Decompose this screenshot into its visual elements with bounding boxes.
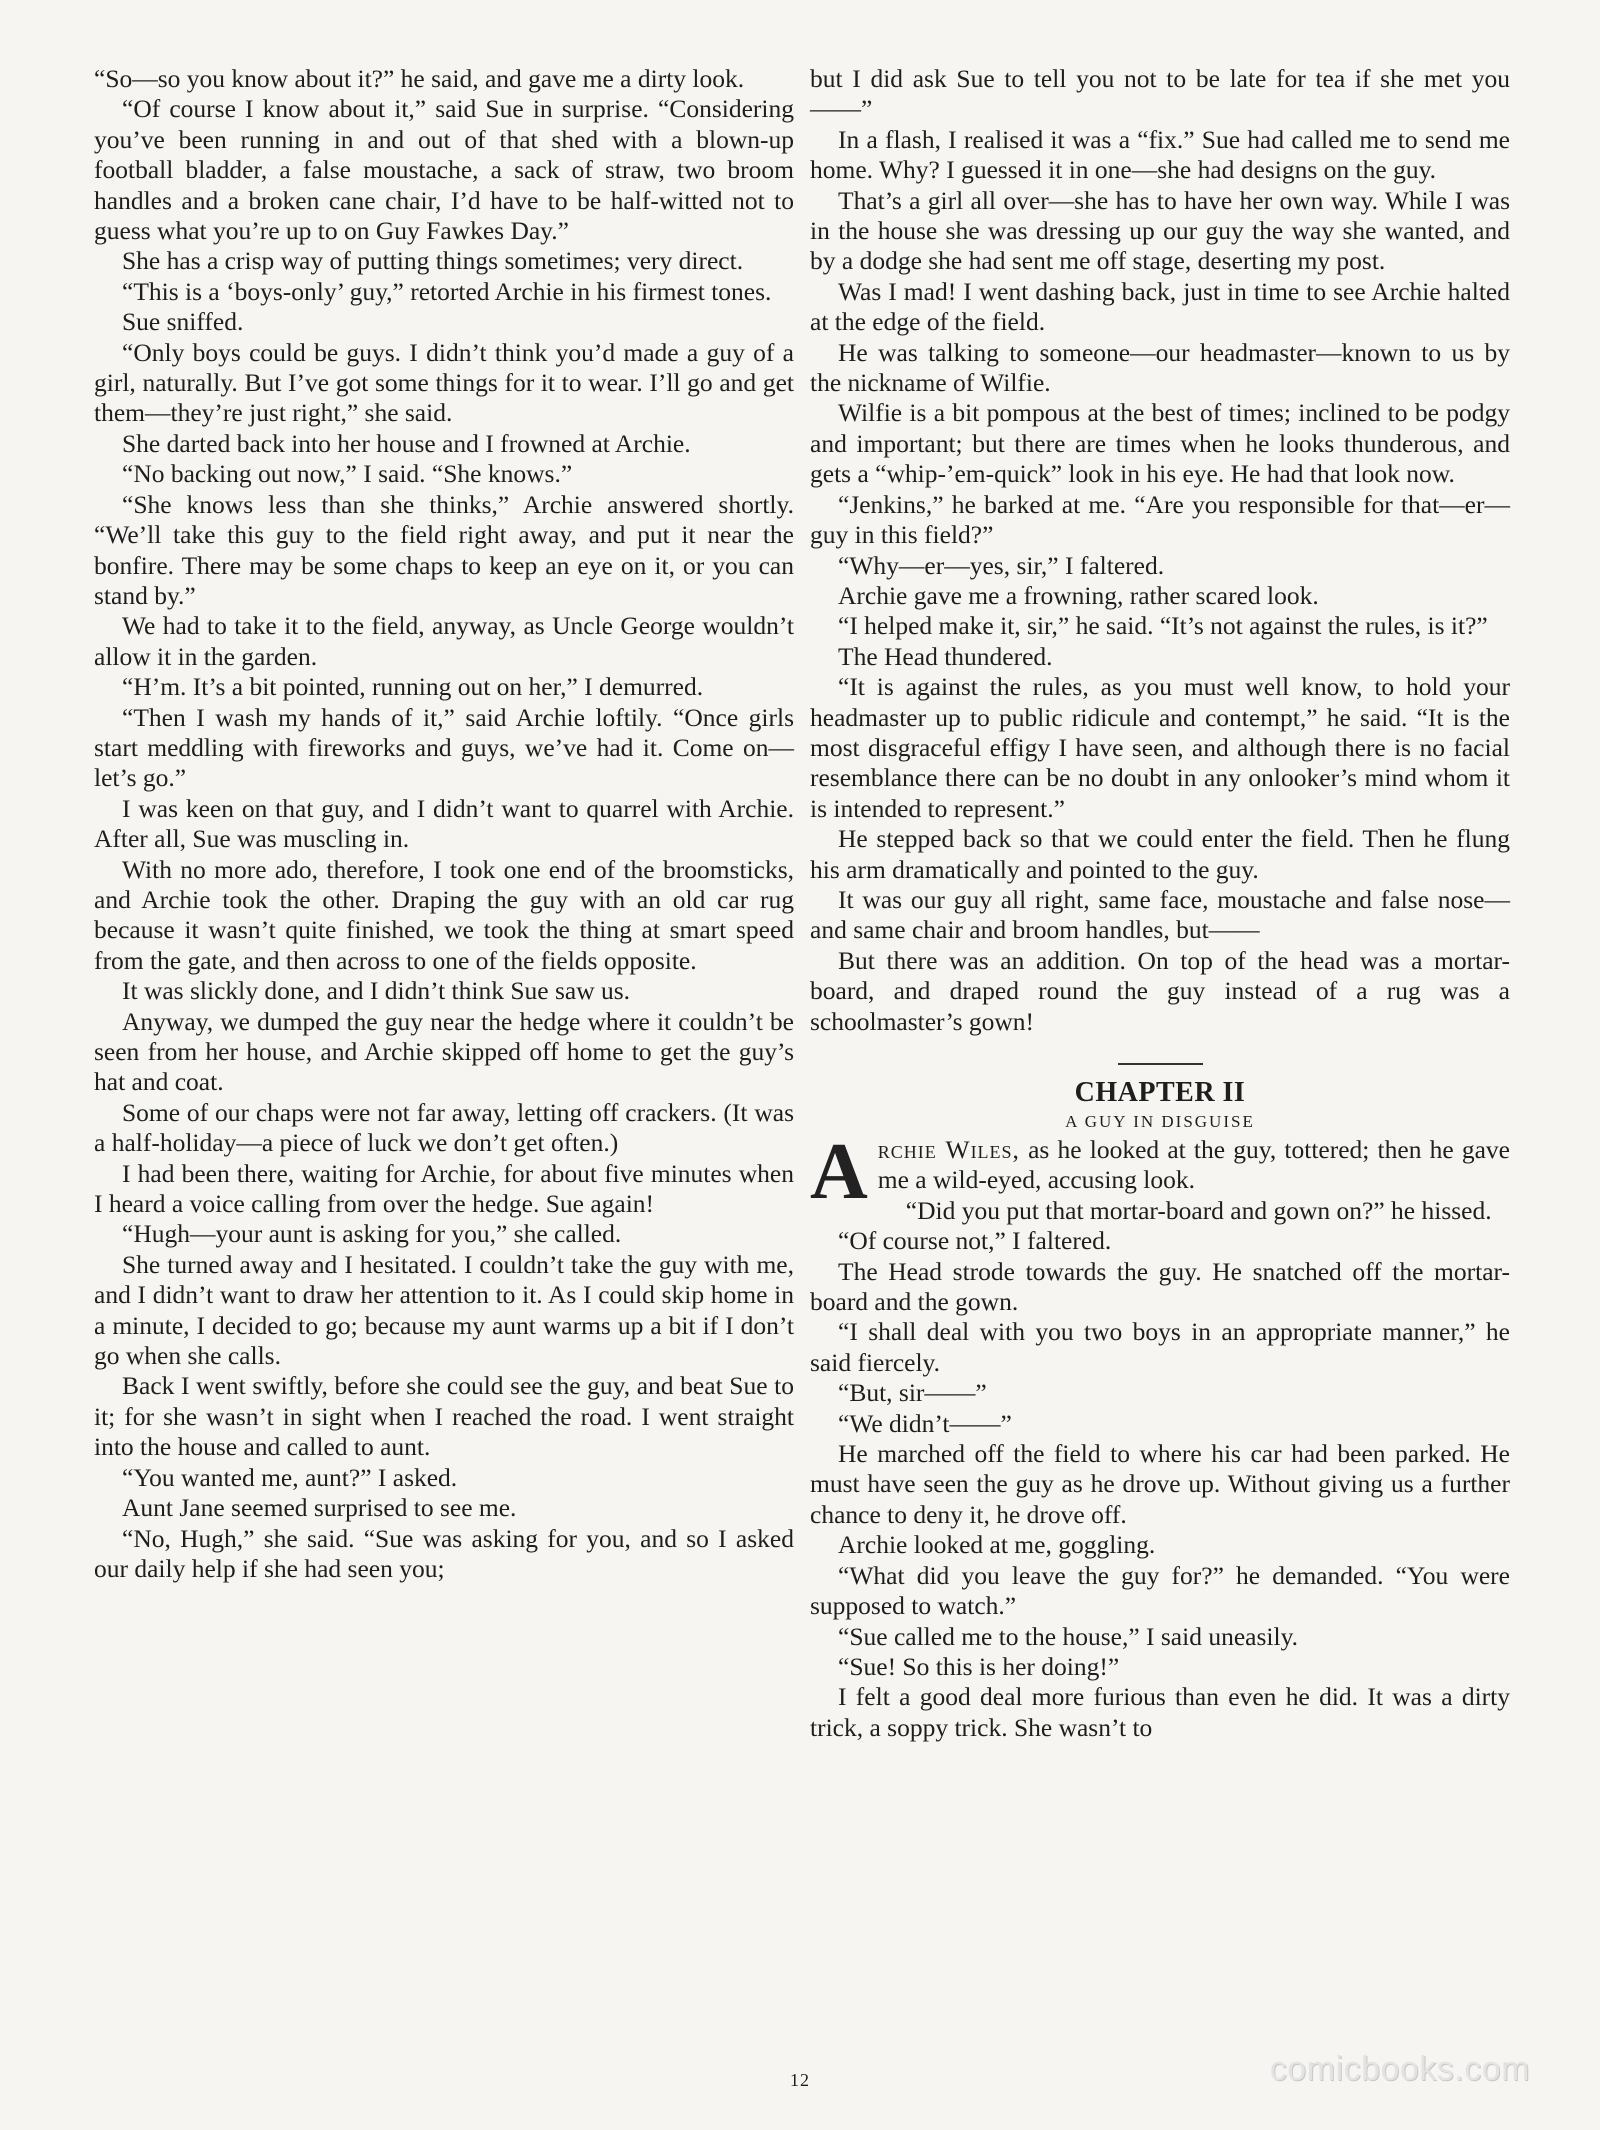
paragraph: She turned away and I hesitated. I couldn’t take the guy with me, and I didn’t want to draw her attention to it. As I could skip home in a minute, I decided to go; because my aunt warms up a bit if I don’t go when she calls. bbox=[94, 1249, 794, 1371]
paragraph: “I helped make it, sir,” he said. “It’s not against the rules, is it?” bbox=[838, 611, 1488, 641]
paragraph: Anyway, we dumped the guy near the hedge where it couldn’t be seen from her house, and Archie skipped off home to get the guy’s hat and coat. bbox=[94, 1006, 794, 1097]
paragraph: “Why—er—yes, sir,” I faltered. bbox=[838, 550, 1165, 580]
paragraph: Sue sniffed. bbox=[122, 307, 244, 337]
paragraph: Back I went swiftly, before she could see the guy, and beat Sue to it; for she wasn’t in sight when I reached the road. I went straight into the house and called to aunt. bbox=[94, 1371, 794, 1462]
paragraph: “We didn’t——” bbox=[838, 1408, 1012, 1438]
paragraph: but I did ask Sue to tell you not to be late for tea if she met you——” bbox=[810, 64, 1510, 124]
paragraph: I felt a good deal more furious than even he did. It was a dirty trick, a soppy trick. She wasn’t to bbox=[810, 1682, 1510, 1742]
paragraph: “What did you leave the guy for?” he demanded. “You were supposed to watch.” bbox=[810, 1560, 1510, 1621]
paragraph: Aunt Jane seemed surprised to see me. bbox=[122, 1493, 517, 1523]
chapter-subtitle: A GUY IN DISGUISE bbox=[1065, 1112, 1255, 1131]
paragraph: “Of course not,” I faltered. bbox=[838, 1226, 1112, 1256]
paragraph: It was our guy all right, same face, moustache and false nose—and same chair and broom handles, but—— bbox=[810, 884, 1510, 945]
paragraph: I had been there, waiting for Archie, for about five minutes when I heard a voice calling from over the hedge. Sue again! bbox=[94, 1158, 794, 1219]
page-number: 12 bbox=[790, 2070, 810, 2090]
paragraph: “Hugh—your aunt is asking for you,” she called. bbox=[122, 1219, 622, 1249]
paragraph: It was slickly done, and I didn’t think Sue saw us. bbox=[122, 976, 631, 1006]
paragraph: “Of course I know about it,” said Sue in surprise. “Considering you’ve been running in and out of that shed with a blown-up football bladder, a false moustache, a sack of straw, two broom handles and a broken cane chair, I’d have to be half-witted not to guess what you’re up to on Guy Fawkes Day.” bbox=[94, 94, 794, 246]
paragraph: He stepped back so that we could enter the field. Then he flung his arm dramatically and pointed to the guy. bbox=[810, 824, 1510, 884]
paragraph: “Did you put that mortar-board and gown on?” he hissed. bbox=[905, 1195, 1492, 1225]
opening-smallcaps: rchie Wiles, bbox=[877, 1135, 1020, 1164]
paragraph: “She knows less than she thinks,” Archie answered shortly. “We’ll take this guy to the field right away, and put it near the bonfire. There may be some chaps to keep an eye on it, or you can stand by.” bbox=[94, 489, 794, 610]
paragraph: She has a crisp way of putting things sometimes; very direct. bbox=[122, 246, 744, 276]
paragraph: “You wanted me, aunt?” I asked. bbox=[122, 1462, 458, 1492]
paragraph: The Head thundered. bbox=[838, 641, 1053, 671]
paragraph: With no more ado, therefore, I took one end of the broomsticks, and Archie took the other. Draping the guy with an old car rug because it wasn’t quite finished, we took the thing at smart speed from the gate, and then across to one of the fields opposite. bbox=[94, 854, 794, 975]
left-text-column bbox=[94, 64, 794, 1584]
paragraph: He marched off the field to where his car had been parked. He must have seen the guy as he drove up. Without giving us a further chance to deny it, he drove off. bbox=[810, 1439, 1510, 1529]
paragraph: In a flash, I realised it was a “fix.” Sue had called me to send me home. Why? I guessed it in one—she had designs on the guy. bbox=[810, 124, 1510, 185]
drop-cap: A bbox=[810, 1128, 868, 1216]
paragraph: “So—so you know about it?” he said, and gave me a dirty look. bbox=[94, 64, 745, 93]
paragraph: Archie gave me a frowning, rather scared look. bbox=[838, 580, 1319, 610]
opening-text: as he looked at the guy, tottered; then he gave me a wild-eyed, accusing look. bbox=[877, 1135, 1510, 1195]
right-text-column bbox=[810, 64, 1510, 1743]
paragraph: “Sue called me to the house,” I said uneasily. bbox=[838, 1621, 1299, 1651]
paragraph: Some of our chaps were not far away, letting off crackers. (It was a half-holiday—a piece of luck we don’t get often.) bbox=[94, 1097, 794, 1158]
paragraph: Wilfie is a bit pompous at the best of times; inclined to be podgy and important; but there are times when he looks thunderous, and gets a “whip-’em-quick” look in his eye. He had that look now. bbox=[810, 398, 1510, 489]
paragraph: “H’m. It’s a bit pointed, running out on her,” I demurred. bbox=[122, 672, 704, 702]
paragraph: “Only boys could be guys. I didn’t think you’d made a guy of a girl, naturally. But I’ve got some things for it to wear. I’ll go and get them—they’re just right,” she said. bbox=[94, 337, 794, 428]
paragraph: “I shall deal with you two boys in an appropriate manner,” he said fiercely. bbox=[810, 1317, 1510, 1377]
paragraph: He was talking to someone—our headmaster—known to us by the nickname of Wilfie. bbox=[810, 337, 1510, 398]
paragraph: “Jenkins,” he barked at me. “Are you responsible for that—er—guy in this field?” bbox=[810, 489, 1510, 550]
paragraph: “Sue! So this is her doing!” bbox=[838, 1651, 1120, 1681]
paragraph: That’s a girl all over—she has to have her own way. While I was in the house she was dressing up our guy the way she wanted, and by a dodge she had sent me off stage, deserting my post. bbox=[810, 185, 1510, 276]
paragraph: “It is against the rules, as you must well know, to hold your headmaster up to public ridicule and contempt,” he said. “It is the most disgraceful effigy I have seen, and although there is no facial resemblance there can be no doubt in any onlooker’s mind whom it is intended to represent.” bbox=[810, 672, 1510, 823]
watermark: comicbooks.com bbox=[1269, 2050, 1530, 2088]
paragraph: “But, sir——” bbox=[838, 1378, 987, 1408]
paragraph: “No backing out now,” I said. “She knows.” bbox=[122, 459, 573, 489]
paragraph: We had to take it to the field, anyway, as Uncle George wouldn’t allow it in the garden. bbox=[94, 611, 794, 671]
paragraph: “This is a ‘boys-only’ guy,” retorted Archie in his firmest tones. bbox=[122, 276, 772, 306]
paragraph: “No, Hugh,” she said. “Sue was asking for you, and so I asked our daily help if she had seen you; bbox=[94, 1523, 794, 1583]
paragraph: I was keen on that guy, and I didn’t want to quarrel with Archie. After all, Sue was muscling in. bbox=[94, 793, 794, 854]
paragraph: But there was an addition. On top of the head was a mortar-board, and draped round the guy instead of a rug was a schoolmaster’s gown! bbox=[810, 945, 1510, 1036]
paragraph: Was I mad! I went dashing back, just in time to see Archie halted at the edge of the field. bbox=[810, 276, 1510, 337]
paragraph: She darted back into her house and I frowned at Archie. bbox=[122, 428, 691, 458]
paragraph: “Then I wash my hands of it,” said Archie loftily. “Once girls start meddling with fireworks and guys, we’ve had it. Come on—let’s go.” bbox=[94, 702, 794, 793]
paragraph: Archie looked at me, goggling. bbox=[838, 1530, 1156, 1560]
chapter-title: CHAPTER II bbox=[1074, 1077, 1246, 1108]
paragraph: The Head strode towards the guy. He snatched off the mortar-board and the gown. bbox=[810, 1256, 1510, 1317]
section-divider bbox=[1118, 1063, 1203, 1065]
